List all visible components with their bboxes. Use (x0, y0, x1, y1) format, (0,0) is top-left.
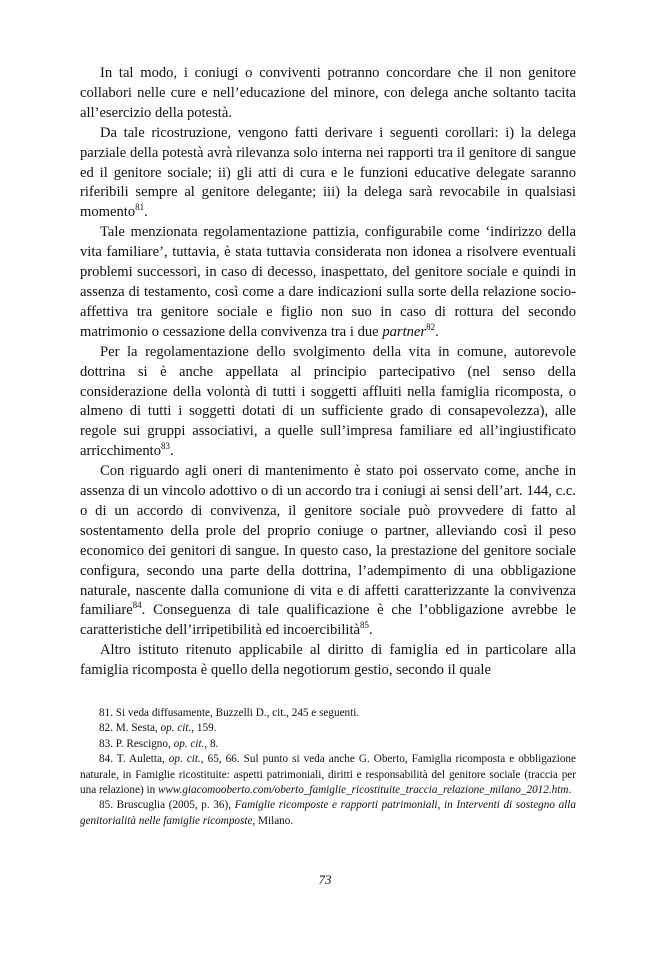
footnote-ref[interactable]: 83 (161, 441, 171, 452)
paragraph: Altro istituto ritenuto applicabile al diritto di famiglia ed in particolare alla famiglia ricomposta è quello della negotiorum gestio, secondo il quale (80, 642, 576, 679)
footnote-ref[interactable]: 85 (360, 620, 369, 631)
paragraph: Da tale ricostruzione, vengono fatti derivare i seguenti corollari: i) la delega parziale della potestà avrà rilevanza solo interna nei rapporti tra il genitore di sangue ed il genitore sociale; ii) gli atti di cura e le funzioni educative delegate saranno riferibili sempre al genitore delegante; iii) la delega sarà revocabile in qualsiasi momento$^{81}$. (80, 124, 576, 221)
paragraph: In tal modo, i coniugi o conviventi potranno concordare che il non genitore collabori nelle cure e nell’educazione del minore, con delega anche soltanto tacita all’esercizio della potestà. (80, 65, 576, 121)
footnote-link[interactable]: www.giacomooberto.com/oberto_famiglie_ricostituite_traccia_relazione_milano_2012.htm (157, 784, 569, 797)
footnote: 82. M. Sesta, op. cit., 159. (99, 722, 217, 735)
footnote-ref[interactable]: 84 (132, 600, 142, 611)
paragraph: Con riguardo agli oneri di mantenimento è stato poi osservato come, anche in assenza di un vincolo adottivo o di un accordo tra i coniugi ai sensi dell’art. 144, c.c. o di un accordo di convivenza, il genitore sociale può provvedere di fatto al sostentamento della prole del proprio coniuge o partner, alleviando così il peso economico dei genitori di sangue. In questo caso, la prestazione del genitore sociale configura, secondo una parte della dottrina, l’adempimento di una obbligazione naturale, nascente dalla comunione di vita e di affetti caratterizzante la convivenza familiare$^{84}$. Conseguenza di tale qualificazione è che l’obbligazione avrebbe le caratteristiche dell’irripetibilità ed incoercibilità$^{85}$. (80, 463, 576, 639)
paragraph: Per la regolamentazione dello svolgimento della vita in comune, autorevole dottrina si è anche appellata al principio partecipativo (nel senso della considerazione della volontà di tutti i soggetti affluiti nella famiglia ricomposta, o almeno di tutti i soggetti dotati di un sufficiente grado di consapevolezza), alle regole sui gruppi associativi, a quelle sull’impresa familiare ed all’ingiustificato arricchimento$^{83}$. (80, 343, 576, 460)
paragraph: Tale menzionata regolamentazione pattizia, configurabile come ‘indirizzo della vita familiare’, tuttavia, è stata tuttavia considerata non idonea a risolvere eventuali problemi successori, in caso di decesso, inaspettato, del genitore sociale e quindi in assenza di testamento, così come a dare indicazioni sulla sorte della relazione socio-affettiva tra genitore sociale e figlio non suo in caso di rottura del secondo matrimonio o cessazione della convivenza tra i due partner$^{82}$. (80, 224, 576, 340)
footnote-ref[interactable]: 82 (426, 321, 436, 332)
footnote: 85. Bruscuglia (2005, p. 36), Famiglie ricomposte e rapporti patrimoniali, in Interventi di sostegno alla genitorialità nelle famiglie ricomposte, Milano. (80, 799, 576, 827)
footnote-ref[interactable]: 81 (135, 202, 145, 213)
footnote: 81. Si veda diffusamente, Buzzelli D., cit., 245 e seguenti. (99, 707, 360, 719)
footnote: 83. P. Rescigno, op. cit., 8. (99, 737, 219, 750)
page-number: 73 (318, 872, 332, 887)
footnote: 84. T. Auletta, op. cit., 65, 66. Sul punto si veda anche G. Oberto, Famiglia ricomposta e obbligazione naturale, in Famiglie ricostituite: aspetti patrimoniali, diritti e responsabilità del genitore sociale (traccia per una relazione) in www.giacomooberto.com/oberto_famiglie_ricostituite_traccia_relazione_milano_2012.htm. (80, 753, 576, 797)
footnotes (80, 706, 576, 829)
body-text (80, 64, 576, 681)
